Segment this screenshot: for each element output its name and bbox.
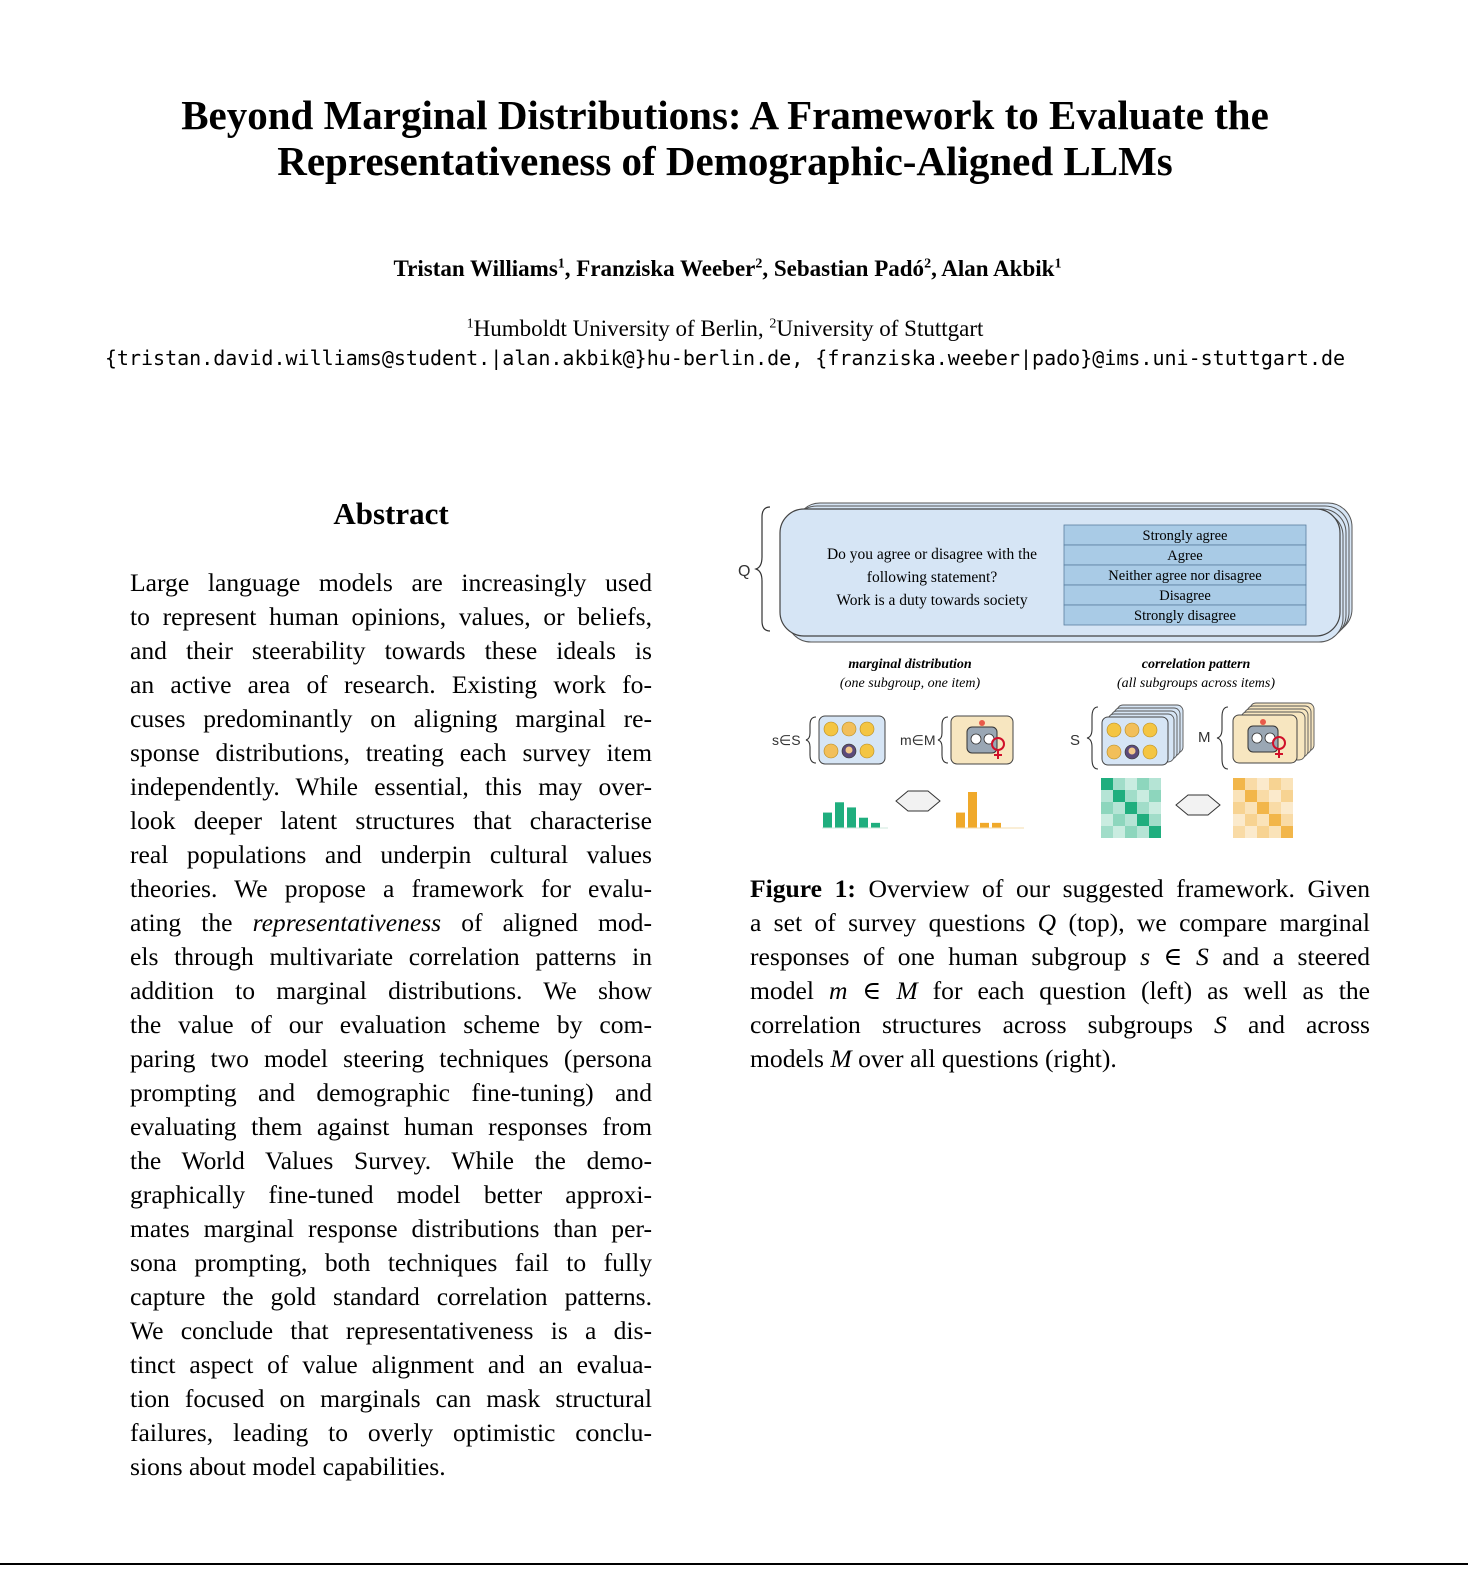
author-aff: 1 xyxy=(557,256,565,272)
abstract-line: theories. We propose a framework for evalu- xyxy=(130,874,652,903)
answer-options xyxy=(1064,525,1306,625)
author-name: Tristan Williams xyxy=(393,256,558,281)
s-in-s-label: s∈S xyxy=(772,732,801,748)
human-correlation-heatmap xyxy=(1101,778,1161,838)
abstract-line: graphically fine-tuned model better approxi- xyxy=(130,1180,652,1209)
heatmap-cell xyxy=(1281,778,1293,790)
heatmap-cell xyxy=(1233,778,1245,790)
brace xyxy=(806,717,816,763)
heatmap-cell xyxy=(1245,814,1257,826)
heatmap-cell xyxy=(1137,790,1149,802)
heatmap-cell xyxy=(1245,826,1257,838)
heatmap-cell xyxy=(1269,802,1281,814)
answer-option: Agree xyxy=(1167,548,1203,564)
heatmap-cell xyxy=(1281,826,1293,838)
caption-text: model xyxy=(750,976,829,1005)
marginal-subtitle: (one subgroup, one item) xyxy=(839,676,981,691)
caption-line xyxy=(750,1008,1370,1042)
title-line-1: Beyond Marginal Distributions: A Framework to Evaluate the xyxy=(181,92,1269,138)
heatmap-cell xyxy=(1281,802,1293,814)
heatmap-cell xyxy=(1149,814,1161,826)
aff-mark: 2 xyxy=(769,316,777,332)
author-name: Alan Akbik xyxy=(941,256,1055,281)
caption-text: responses of one human subgroup xyxy=(750,942,1141,971)
abstract-line: to represent human opinions, values, or beliefs, xyxy=(130,602,652,631)
q-brace xyxy=(756,507,770,631)
abstract-emphasis: representativeness xyxy=(252,908,442,937)
brace xyxy=(1217,707,1228,769)
answer-option: Strongly agree xyxy=(1142,528,1228,544)
brace xyxy=(1087,707,1098,769)
caption-text: models xyxy=(750,1044,831,1073)
abstract-line: sona prompting, both techniques fail to fully xyxy=(130,1248,652,1277)
abstract-line xyxy=(130,906,652,940)
abstract-line: capture the gold standard correlation patterns. xyxy=(130,1282,652,1311)
figure-1 xyxy=(730,495,1370,855)
heatmap-cell xyxy=(1269,790,1281,802)
caption-text: Overview of our suggested framework. Given xyxy=(855,874,1370,903)
figure-1-caption xyxy=(750,872,1370,1076)
abstract-line: cuses predominantly on aligning marginal re- xyxy=(130,704,652,733)
heatmap-cell xyxy=(1257,790,1269,802)
abstract-line: an active area of research. Existing work fo- xyxy=(130,670,652,699)
answer-option: Disagree xyxy=(1159,588,1211,604)
bar xyxy=(956,813,965,828)
marginal-title: marginal distribution xyxy=(848,657,972,672)
footnote-rule xyxy=(0,1563,1468,1565)
bar xyxy=(871,823,880,828)
caption-line xyxy=(750,974,1370,1008)
bar xyxy=(823,813,832,828)
heatmap-cell xyxy=(1245,778,1257,790)
model-correlation-heatmap xyxy=(1233,778,1293,838)
models-stack xyxy=(1233,703,1314,763)
caption-math: s ∈ S xyxy=(1140,942,1209,971)
author-aff: 2 xyxy=(755,256,763,272)
correlation-title: correlation pattern xyxy=(1141,657,1251,672)
heatmap-cell xyxy=(1113,826,1125,838)
abstract-line: tinct aspect of value alignment and an evalua- xyxy=(130,1350,652,1379)
question-line: Work is a duty towards society xyxy=(836,592,1028,609)
abstract-fragment: of aligned mod- xyxy=(441,908,652,937)
abstract-line: tion focused on marginals can mask structural xyxy=(130,1384,652,1413)
heatmap-cell xyxy=(1257,778,1269,790)
author-name: Franziska Weeber xyxy=(576,256,756,281)
m-label: M xyxy=(1198,729,1211,746)
caption-label: Figure 1: xyxy=(750,874,856,903)
caption-text: for each question (left) as well as the xyxy=(917,976,1371,1005)
author-name: Sebastian Padó xyxy=(773,256,925,281)
bar xyxy=(859,818,868,828)
author-aff: 1 xyxy=(1054,256,1062,272)
s-label: S xyxy=(1070,732,1081,749)
heatmap-cell xyxy=(1257,826,1269,838)
heatmap-cell xyxy=(1269,778,1281,790)
heatmap-cell xyxy=(1245,790,1257,802)
heatmap-cell xyxy=(1125,778,1137,790)
question-line: following statement? xyxy=(866,569,998,586)
abstract-heading: Abstract xyxy=(333,496,449,531)
heatmap-cell xyxy=(1113,778,1125,790)
heatmap-cell xyxy=(1101,802,1113,814)
abstract-line: We conclude that representativeness is a dis- xyxy=(130,1316,652,1345)
heatmap-cell xyxy=(1101,778,1113,790)
abstract-line: sponse distributions, treating each survey item xyxy=(130,738,652,767)
heatmap-cell xyxy=(1233,802,1245,814)
bar xyxy=(980,823,989,828)
heatmap-cell xyxy=(1245,802,1257,814)
caption-math: Q xyxy=(1037,908,1057,937)
m-in-m-label: m∈M xyxy=(900,732,936,748)
affiliations xyxy=(0,316,1450,342)
heatmap-cell xyxy=(1281,790,1293,802)
question-line: Do you agree or disagree with the xyxy=(826,546,1038,563)
brace xyxy=(938,717,948,763)
abstract-fragment: ating the xyxy=(130,908,253,937)
heatmap-cell xyxy=(1269,814,1281,826)
heatmap-cell xyxy=(1257,802,1269,814)
figure-1-svg xyxy=(730,495,1370,855)
caption-line xyxy=(750,940,1370,974)
abstract-line: mates marginal response distributions than per- xyxy=(130,1214,652,1243)
heatmap-cell xyxy=(1149,790,1161,802)
heatmap-cell xyxy=(1149,802,1161,814)
heatmap-cell xyxy=(1233,814,1245,826)
heatmap-cell xyxy=(1233,790,1245,802)
bar xyxy=(968,792,977,828)
abstract-body xyxy=(130,566,652,1484)
heatmap-cell xyxy=(1137,814,1149,826)
abstract-line: the World Values Survey. While the demo- xyxy=(130,1146,652,1175)
bar xyxy=(847,807,856,828)
caption-math: m ∈ M xyxy=(828,976,918,1005)
author-list: Tristan Williams$^1$, Franziska Weeber$^2$, Sebastian Padó$^2$, Alan Akbik$^1$ xyxy=(393,256,1062,281)
abstract-line: and their steerability towards these ideals is xyxy=(130,636,652,665)
caption-text: over all questions (right). xyxy=(851,1044,1117,1073)
caption-text: and a steered xyxy=(1208,942,1371,971)
abstract-line: look deeper latent structures that characterise xyxy=(130,806,652,835)
caption-text: (top), we compare marginal xyxy=(1056,908,1370,937)
bar xyxy=(835,802,844,828)
caption-line xyxy=(750,906,1370,940)
caption-math: S xyxy=(1214,1010,1227,1039)
answer-option: Strongly disagree xyxy=(1134,608,1236,624)
title-line-2: Representativeness of Demographic-Aligned LLMs xyxy=(277,138,1173,184)
abstract-line: evaluating them against human responses from xyxy=(130,1112,652,1141)
heatmap-cell xyxy=(1233,826,1245,838)
human-marginal-bars xyxy=(823,802,880,828)
heatmap-cell xyxy=(1149,778,1161,790)
heatmap-cell xyxy=(1137,802,1149,814)
heatmap-cell xyxy=(1149,826,1161,838)
heatmap-cell xyxy=(1137,826,1149,838)
heatmap-cell xyxy=(1113,814,1125,826)
human-subgroup-card xyxy=(819,716,885,764)
aff-mark: 1 xyxy=(466,316,474,332)
heatmap-cell xyxy=(1281,814,1293,826)
heatmap-cell xyxy=(1101,790,1113,802)
compare-hexagon xyxy=(1176,795,1220,815)
abstract-line: the value of our evaluation scheme by com- xyxy=(130,1010,652,1039)
caption-math: M xyxy=(830,1044,852,1073)
heatmap-cell xyxy=(1257,814,1269,826)
heatmap-cell xyxy=(1125,826,1137,838)
heatmap-cell xyxy=(1125,790,1137,802)
heatmap-cell xyxy=(1101,826,1113,838)
abstract-line: prompting and demographic fine-tuning) and xyxy=(130,1078,652,1107)
author-emails: {tristan.david.williams@student.|alan.akbik@}hu-berlin.de, {franziska.weeber|pado}@ims.uni-stuttgart.de xyxy=(104,346,1346,370)
paper-title xyxy=(0,92,1450,184)
caption-text: correlation structures across subgroups xyxy=(750,1010,1215,1039)
model-card xyxy=(951,716,1013,764)
answer-option: Neither agree nor disagree xyxy=(1108,568,1262,584)
heatmap-cell xyxy=(1125,802,1137,814)
caption-text: a set of survey questions xyxy=(750,908,1038,937)
heatmap-cell xyxy=(1269,826,1281,838)
heatmap-cell xyxy=(1137,778,1149,790)
heatmap-cell xyxy=(1101,814,1113,826)
abstract-line: els through multivariate correlation patterns in xyxy=(130,942,652,971)
affiliation-2: University of Stuttgart xyxy=(776,316,984,341)
caption-line xyxy=(750,872,1370,906)
caption-line xyxy=(750,1042,1370,1076)
author-aff: 2 xyxy=(924,256,932,272)
abstract-line: addition to marginal distributions. We show xyxy=(130,976,652,1005)
abstract-line: sions about model capabilities. xyxy=(130,1452,446,1481)
q-label: Q xyxy=(738,563,751,580)
abstract-line: Large language models are increasingly used xyxy=(130,568,652,597)
caption-text: and across xyxy=(1226,1010,1370,1039)
abstract-line: independently. While essential, this may over- xyxy=(130,772,652,801)
bar xyxy=(992,823,1001,828)
compare-hexagon xyxy=(896,791,940,811)
abstract-line: paring two model steering techniques (persona xyxy=(130,1044,652,1073)
abstract-line: real populations and underpin cultural values xyxy=(130,840,652,869)
correlation-subtitle: (all subgroups across items) xyxy=(1116,676,1276,691)
heatmap-cell xyxy=(1113,802,1125,814)
human-subgroups-stack xyxy=(1102,705,1183,765)
heatmap-cell xyxy=(1125,814,1137,826)
model-marginal-bars xyxy=(956,792,1001,828)
affiliation-1: Humboldt University of Berlin, xyxy=(473,316,770,341)
abstract-line: failures, leading to overly optimistic conclu- xyxy=(130,1418,652,1447)
heatmap-cell xyxy=(1113,790,1125,802)
